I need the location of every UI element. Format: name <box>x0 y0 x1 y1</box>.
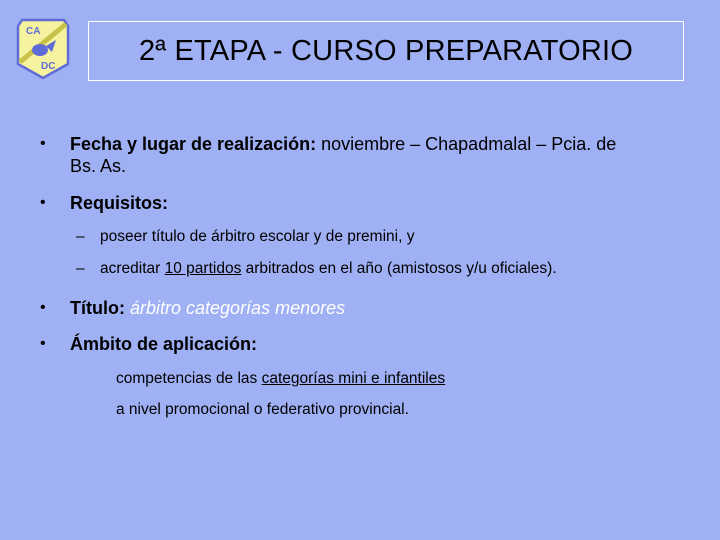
titulo-label: Título: <box>70 298 125 318</box>
requisito-2-underlined: 10 partidos <box>164 260 242 277</box>
requisito-text-1: poseer título de árbitro escolar y de premini, y <box>100 228 415 245</box>
cadc-logo <box>12 16 74 80</box>
bullet-dot: • <box>40 335 46 352</box>
ambito-line1-underlined: categorías mini e infantiles <box>261 370 446 387</box>
ambito-line1-pre: competencias de las <box>116 370 262 387</box>
fecha-label: Fecha y lugar de realización: <box>70 134 317 154</box>
requisito-2-post: arbitrados en el año (amistosos y/u oficiales). <box>241 260 557 277</box>
bullet-dot: • <box>40 194 46 211</box>
titulo-value: árbitro categorías menores <box>130 298 346 318</box>
requisito-2-pre: acreditar <box>100 260 165 277</box>
svg-text:CA: CA <box>26 26 41 37</box>
svg-text:DC: DC <box>41 61 56 72</box>
dash-marker: – <box>76 228 85 245</box>
ambito-line-2: a nivel promocional o federativo provincial. <box>116 401 409 418</box>
fecha-value: noviembre – Chapadmalal – Pcia. de <box>316 134 617 154</box>
fecha-value-line2: Bs. As. <box>70 156 127 176</box>
ambito-line-1 <box>116 370 445 388</box>
page-title: 2ª ETAPA - CURSO PREPARATORIO <box>138 34 634 67</box>
ambito-label: Ámbito de aplicación: <box>70 334 258 354</box>
requisitos-label: Requisitos: <box>70 193 169 213</box>
dash-marker: – <box>76 260 85 277</box>
bullet-dot: • <box>40 299 46 316</box>
bullet-dot: • <box>40 135 46 152</box>
title-box <box>88 21 684 81</box>
